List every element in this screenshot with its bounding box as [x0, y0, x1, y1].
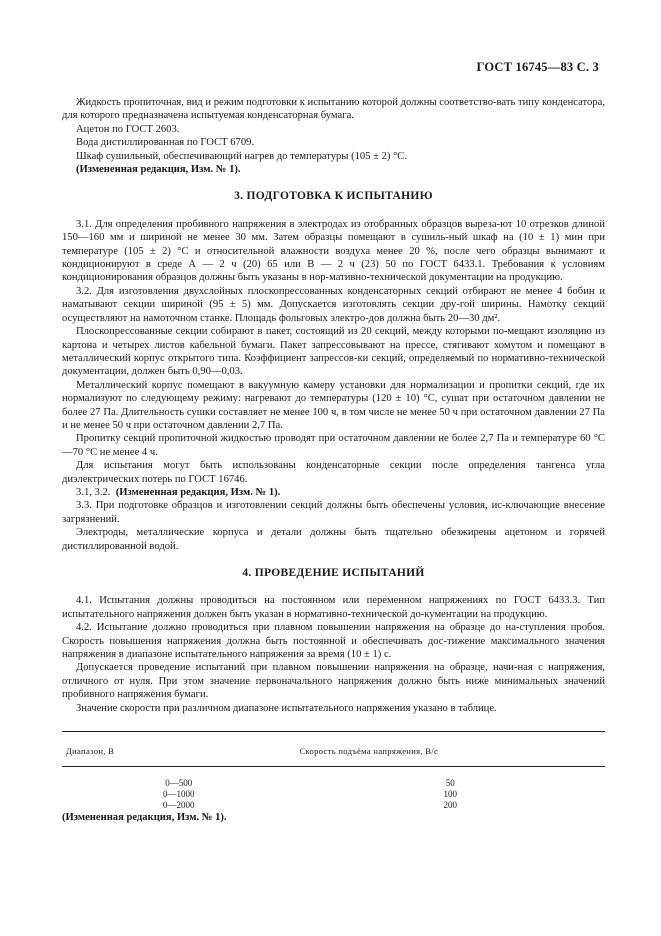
intro-paragraph-2: Ацетон по ГОСТ 2603. [76, 123, 180, 135]
document-body [62, 96, 605, 824]
section-4-paragraph-2: 4.2. Испытание должно проводиться при плавном повышении напряжения на образце до на-ступления пробоя. Скорость повышения напряжения должна быть постоянной и обеспечивать дос-тижение максимального значения напряжения в диапазоне испытательного напряжения за время (10 ± 1) с. [62, 622, 605, 661]
table-row [62, 800, 605, 811]
section-3-paragraph-6: Для испытания могут быть использованы конденсаторные секции после определения тангенса угла диэлектрических потерь по ГОСТ 16746. [62, 460, 605, 485]
speed-cell: 50 [445, 778, 455, 789]
speed-cell: 100 [443, 789, 457, 800]
section-4-paragraph-1: 4.1. Испытания должны проводиться на постоянном или переменном напряжениях по ГОСТ 6433.3. Тип испытательного напряжения должен быть указан в нормативно-технической до-кументации на продукцию. [62, 595, 605, 620]
section-3-title: 3. ПОДГОТОВКА К ИСПЫТАНИЮ [234, 190, 433, 203]
range-cell: 0—1000 [162, 789, 195, 800]
amendment-label: (Измененная редакция, Изм. № 1). [115, 486, 281, 498]
voltage-rate-table [62, 731, 605, 811]
section-3-paragraph-9: Электроды, металлические корпуса и детали должны быть тщательно обезжирены ацетоном и горячей дистиллированной водой. [62, 527, 605, 552]
section-3-paragraph-5: Пропитку секций пропиточной жидкостью проводят при остаточном давлении не более 2,7 Па и температуре 60 °С—70 °С не менее 4 ч. [62, 433, 605, 458]
column-header-speed: Скорость подъёма напряжения, В/с [295, 732, 605, 767]
speed-cell: 200 [443, 800, 457, 811]
section-3-paragraph-8: 3.3. При подготовке образцов и изготовлении секций должны быть обеспечены условия, ис-ключающие внесение загрязнений. [62, 500, 605, 525]
intro-amendment-note: (Измененная редакция, Изм. № 1). [76, 164, 241, 176]
section-4-paragraph-4: Значение скорости при различном диапазоне испытательного напряжения указано в таблице. [76, 702, 497, 714]
intro-paragraph-1: Жидкость пропиточная, вид и режим подготовки к испытанию которой должны соответство-вать типу конденсатора, для которого предназначена испытуемая конденсаторная бумага. [62, 97, 605, 122]
intro-paragraph-4: Шкаф сушильный, обеспечивающий нагрев до температуры (105 ± 2) °С. [76, 150, 408, 162]
table-row [62, 767, 605, 790]
range-cell: 0—2000 [162, 800, 195, 811]
column-header-range: Диапазон, В [62, 732, 295, 767]
section-3-paragraph-4: Металлический корпус помещают в вакуумную камеру установки для нормализации и пропитки секций, где их нормализуют по следующему режиму: нагревают до температуры (120 ± 10) °С, сушат при остаточном давлении не более 27 Па. Длительность сушки составляет не менее 100 ч, в том числе не менее 50 ч при остаточном давлении 27 Па и не менее 50 ч при остаточном давлении 2,7 Па. [62, 379, 605, 431]
footer-amendment-note: (Измененная редакция, Изм. № 1). [62, 812, 227, 824]
section-3-paragraph-1: 3.1. Для определения пробивного напряжения в электродах из отобранных образцов выреза-ют 10 отрезков длиной 150—160 мм и шириной не менее 30 мм. Затем образцы помещают в сушиль-ный шкаф на (10 ± 1) мин при температуре (105 ± 2) °С и относительной влажности воздуха менее 20 %, после чего образцы вынимают и кондиционируют в среде А — 2 ч (20) 65 или В — 2 ч (23) 50 по ГОСТ 6433.1. Требования к условиям кондиционирования образцов должны быть указаны в нор-мативно-технической документации на продукцию. [62, 218, 605, 284]
range-cell: 0—500 [165, 778, 193, 789]
section-4-title: 4. ПРОВЕДЕНИЕ ИСПЫТАНИЙ [242, 567, 425, 579]
table-row [62, 789, 605, 800]
page-header: ГОСТ 16745—83 С. 3 [476, 60, 599, 74]
intro-paragraph-3: Вода дистиллированная по ГОСТ 6709. [76, 137, 255, 149]
section-3-paragraph-2: 3.2. Для изготовления двухслойных плоскопрессованных конденсаторных секций отбирают не менее 4 бобин и наматывают секции шириной (95 ± 5) мм. Допускается изготовлять секции дру-гой ширины. Намотку секций осуществляют на намоточном станке. Площадь фольговых электро-дов должна быть 20—30 дм². [62, 285, 605, 324]
section-3-amendment-note [62, 486, 605, 499]
table-header-row [62, 732, 605, 767]
amendment-clauses: 3.1, 3.2. [76, 486, 111, 498]
section-3-paragraph-3: Плоскопрессованные секции собирают в пакет, состоящий из 20 секций, между которыми по-мещают изоляцию из картона и четырех листов кабельной бумаги. Пакет запрессовывают на прессе, стягивают хомутом и помещают в металлический корпус открытого типа. Коэффициент запрессов-ки секций, определяемый по нормативно-технической документации, должен быть 0,90—0,03. [62, 326, 605, 378]
section-4-paragraph-3: Допускается проведение испытаний при плавном повышении напряжения на образце, начи-ная с напряжения, отличного от нуля. При этом значение первоначального напряжения должно быть ниже минимальных значений пробивного напряжения бумаги. [62, 662, 605, 701]
